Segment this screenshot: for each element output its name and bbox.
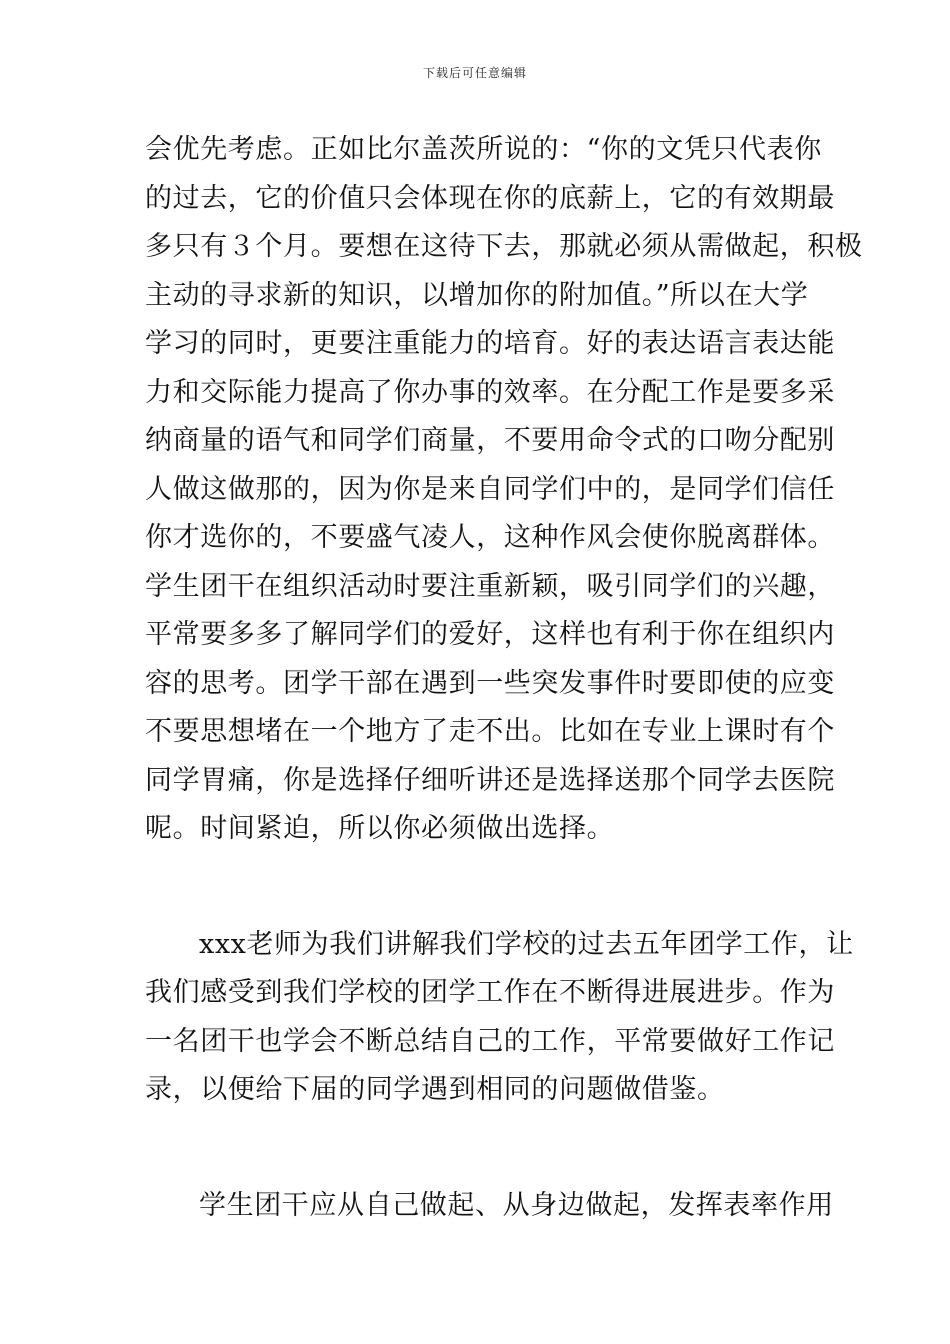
text-line: 力和交际能力提高了你办事的效率。在分配工作是要多采 <box>145 376 835 408</box>
text-line: 多只有３个月。要想在这待下去，那就必须从需做起，积极 <box>145 231 863 262</box>
text-line: 不要思想堵在一个地方了走不出。比如在专业上课时有个 <box>145 716 835 747</box>
text-line: 你才选你的，不要盛气凌人，这种作风会使你脱离群体。 <box>145 522 835 553</box>
text-line: 学生团干应从自己做起、从身边做起，发挥表率作用 <box>199 1189 834 1221</box>
paragraph-1 <box>145 126 863 854</box>
text-line: 平常要多多了解同学们的爱好，这样也有利于你在组织内 <box>145 619 835 650</box>
text-line: 人做这做那的，因为你是来自同学们中的，是同学们信任 <box>145 473 835 505</box>
page-header: 下载后可任意编辑 <box>422 66 527 80</box>
text-line: 录，以便给下届的同学遇到相同的问题做借鉴。 <box>145 1074 725 1105</box>
text-line: 学习的同时，更要注重能力的培育。好的表达语言表达能 <box>145 328 835 359</box>
text-line: 纳商量的语气和同学们商量，不要用命令式的口吻分配别 <box>145 425 835 456</box>
text-line: 呢。时间紧迫，所以你必须做出选择。 <box>145 813 615 844</box>
text-line: 学生团干在组织活动时要注重新颖，吸引同学们的兴趣， <box>145 570 835 602</box>
paragraph-spacer <box>145 854 810 921</box>
text-line: 一名团干也学会不断总结自己的工作，平常要做好工作记 <box>145 1025 835 1057</box>
text-line: 会优先考虑。正如比尔盖茨所说的：“你的文凭只代表你 <box>145 134 822 165</box>
text-line: xxx老师为我们讲解我们学校的过去五年团学工作，让 <box>199 928 854 960</box>
text-line: 我们感受到我们学校的团学工作在不断得进展进步。作为 <box>145 977 835 1008</box>
paragraph-spacer <box>145 1115 810 1182</box>
text-line: 同学胃痛，你是选择仔细听讲还是选择送那个同学去医院 <box>145 764 835 796</box>
text-line: 主动的寻求新的知识，以增加你的附加值。”所以在大学 <box>145 279 809 311</box>
paragraph-2 <box>145 921 854 1115</box>
document-body <box>145 126 863 1230</box>
text-line: 容的思考。团学干部在遇到一些突发事件时要即使的应变 <box>145 667 835 699</box>
paragraph-3 <box>145 1182 834 1231</box>
text-line: 的过去，它的价值只会体现在你的底薪上，它的有效期最 <box>145 182 835 214</box>
